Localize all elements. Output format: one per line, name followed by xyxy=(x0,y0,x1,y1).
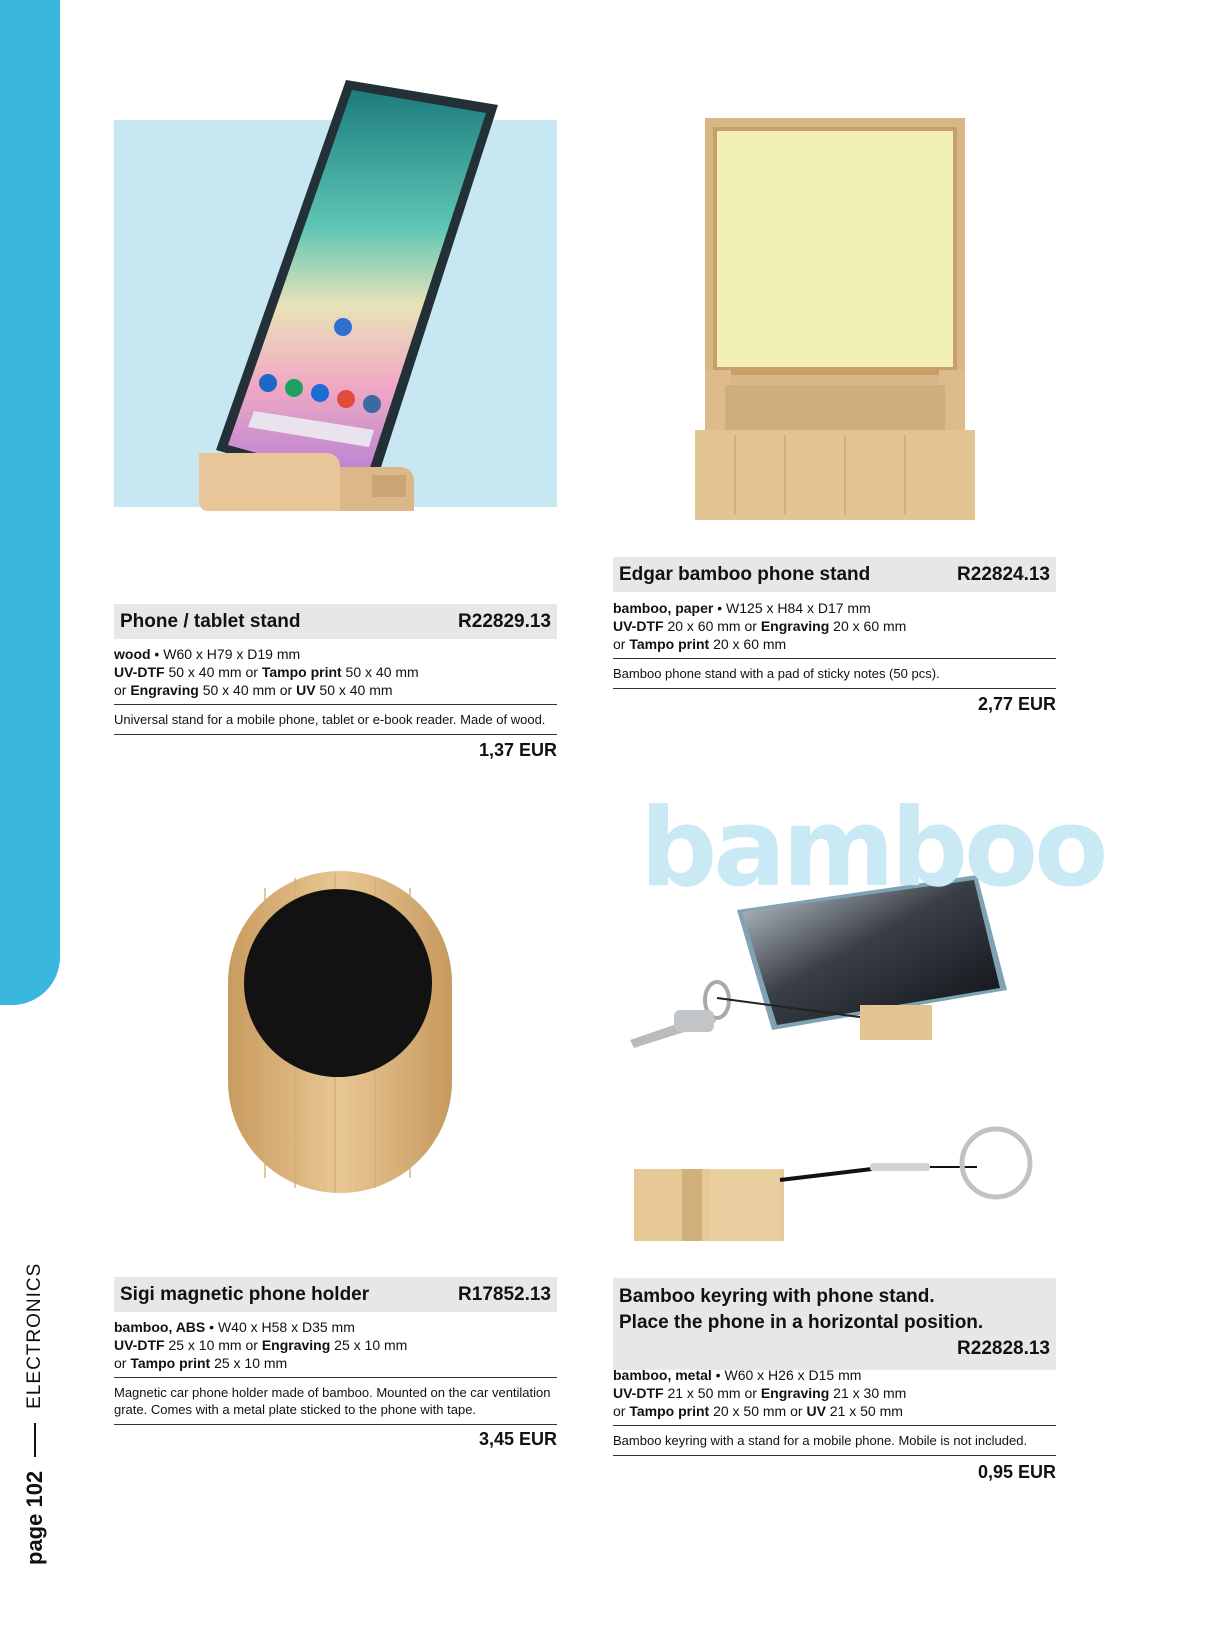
product-code: R22828.13 xyxy=(957,1338,1050,1359)
keyring-stand-image xyxy=(632,1125,1037,1245)
product-price: 0,95 EUR xyxy=(977,1462,1056,1482)
product-specs: bamboo, ABS • W40 x H58 x D35 mm UV-DTF 25 x 10 mm or Engraving 25 x 10 mm or Tampo print 25 x 10 mm xyxy=(114,1318,557,1372)
print-options-line1: UV-DTF 25 x 10 mm or Engraving 25 x 10 mm xyxy=(114,1337,408,1353)
section-tab xyxy=(0,0,60,1005)
print-options-line2: or Tampo print 20 x 50 mm or UV 21 x 50 mm xyxy=(613,1403,903,1419)
material: bamboo, metal xyxy=(613,1367,712,1383)
dimensions: W125 x H84 x D17 mm xyxy=(726,600,871,616)
print-options-line1: UV-DTF 50 x 40 mm or Tampo print 50 x 40 mm xyxy=(114,664,419,680)
product-title-line2: Place the phone in a horizontal position. xyxy=(619,1312,984,1333)
bamboo-notes-stand-image xyxy=(695,115,975,520)
product-title-bar xyxy=(613,1278,1056,1370)
product-title-line1: Bamboo keyring with phone stand. xyxy=(619,1286,935,1307)
dimensions: W60 x H26 x D15 mm xyxy=(724,1367,862,1383)
product-title-bar xyxy=(114,604,557,639)
product-description: Universal stand for a mobile phone, tablet or e-book reader. Made of wood. xyxy=(114,704,557,735)
product-specs: bamboo, metal • W60 x H26 x D15 mm UV-DTF 21 x 50 mm or Engraving 21 x 30 mm or Tampo print 20 x 50 mm or UV 21 x 50 mm xyxy=(613,1366,1056,1420)
material: bamboo, paper xyxy=(613,600,714,616)
magnetic-holder-image xyxy=(225,868,455,1198)
product-price: 1,37 EUR xyxy=(478,740,557,760)
bamboo-decor-word: bamboo xyxy=(640,786,1105,911)
print-options-line2: or Engraving 50 x 40 mm or UV 50 x 40 mm xyxy=(114,682,393,698)
product-title: Edgar bamboo phone stand xyxy=(619,563,871,585)
print-options-line2: or Tampo print 25 x 10 mm xyxy=(114,1355,288,1371)
dimensions: W40 x H58 x D35 mm xyxy=(217,1319,355,1335)
product-title-bar xyxy=(613,557,1056,592)
material: bamboo, ABS xyxy=(114,1319,206,1335)
dimensions: W60 x H79 x D19 mm xyxy=(163,646,301,662)
product-price: 2,77 EUR xyxy=(977,694,1056,714)
product-title: Sigi magnetic phone holder xyxy=(120,1283,370,1305)
product-title: Phone / tablet stand xyxy=(120,610,301,632)
print-options-line1: UV-DTF 20 x 60 mm or Engraving 20 x 60 mm xyxy=(613,618,907,634)
print-options-line1: UV-DTF 21 x 50 mm or Engraving 21 x 30 mm xyxy=(613,1385,907,1401)
print-options-line2: or Tampo print 20 x 60 mm xyxy=(613,636,787,652)
product-description: Bamboo phone stand with a pad of sticky notes (50 pcs). xyxy=(613,658,1056,689)
product-code: R22824.13 xyxy=(957,563,1050,585)
product-specs: bamboo, paper • W125 x H84 x D17 mm UV-DTF 20 x 60 mm or Engraving 20 x 60 mm or Tampo print 20 x 60 mm xyxy=(613,599,1056,653)
product-code: R22829.13 xyxy=(458,610,551,632)
section-label: ELECTRONICS xyxy=(24,1262,45,1409)
page-number: page 102 xyxy=(22,1470,47,1565)
product-description: Bamboo keyring with a stand for a mobile phone. Mobile is not included. xyxy=(613,1425,1056,1456)
product-price: 3,45 EUR xyxy=(478,1429,557,1449)
product-title-bar xyxy=(114,1277,557,1312)
product-description: Magnetic car phone holder made of bamboo. Mounted on the car ventilation grate. Comes with a metal plate sticked to the phone with tape. xyxy=(114,1377,557,1425)
page-label-block xyxy=(12,1145,52,1565)
product-code: R17852.13 xyxy=(458,1283,551,1305)
material: wood xyxy=(114,646,151,662)
separator-line xyxy=(34,1423,36,1457)
product-specs: wood • W60 x H79 x D19 mm UV-DTF 50 x 40 mm or Tampo print 50 x 40 mm or Engraving 50 x 40 mm or UV 50 x 40 mm xyxy=(114,645,557,699)
phone-stand-image xyxy=(114,55,559,525)
